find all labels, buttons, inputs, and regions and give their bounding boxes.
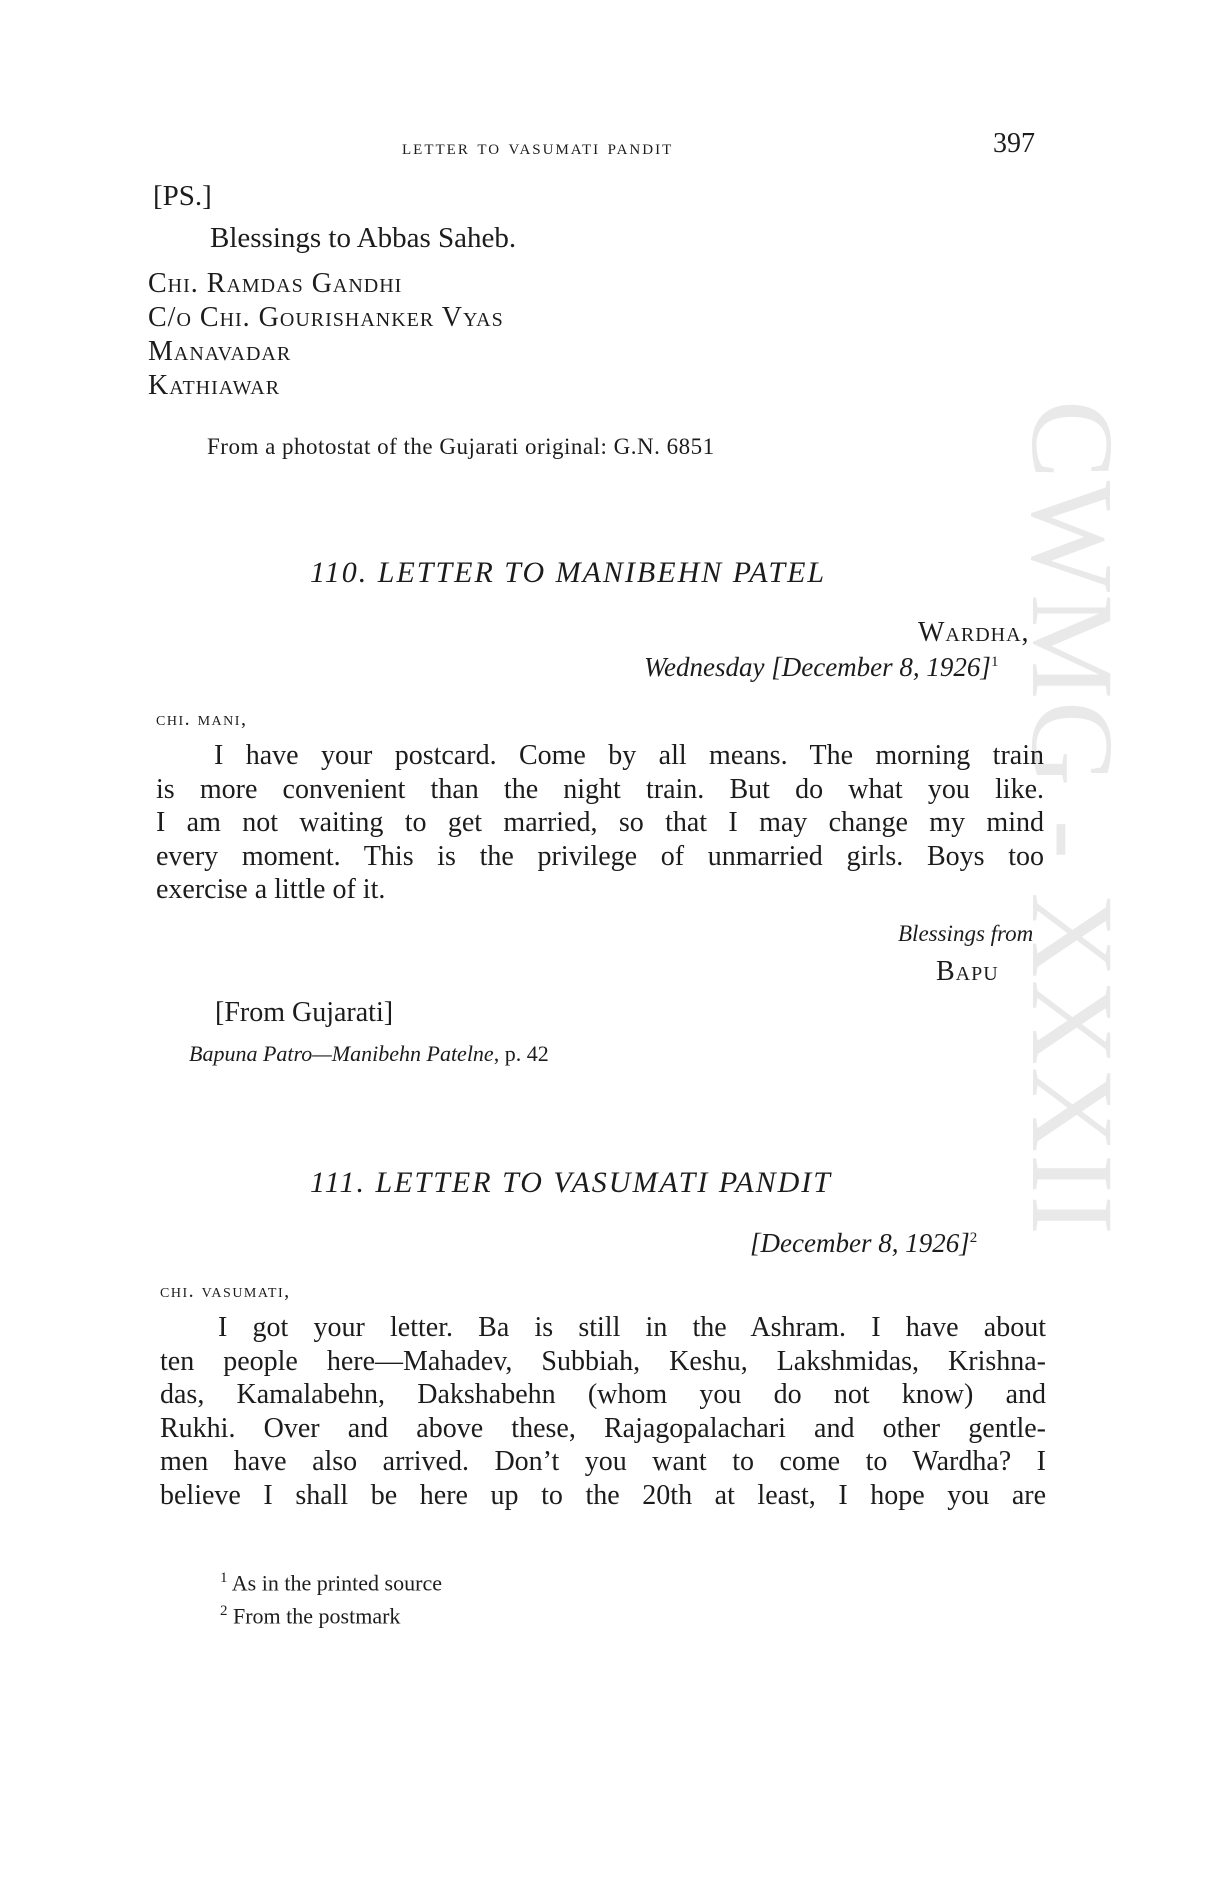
translation-note: [From Gujarati] — [215, 997, 394, 1028]
footnote-text: As in the printed source — [231, 1570, 442, 1596]
citation — [189, 1041, 549, 1067]
letter-body — [156, 739, 1044, 907]
address-line: Chi. Ramdas Gandhi — [148, 268, 403, 299]
citation-page: , p. 42 — [493, 1041, 549, 1066]
letter-date — [644, 652, 998, 683]
body-line: I am not waiting to get married, so that I may change my mind — [156, 807, 1044, 839]
body-line: Rukhi. Over and above these, Rajagopalachari and other gentle- — [160, 1412, 1046, 1444]
letter-body — [160, 1311, 1046, 1513]
letter-title: 111. LETTER TO VASUMATI PANDIT — [310, 1166, 832, 1199]
footnote-ref: 1 — [990, 654, 999, 670]
ps-text: Blessings to Abbas Saheb. — [210, 222, 517, 254]
body-line: every moment. This is the privilege of unmarried girls. Boys too — [156, 840, 1044, 872]
footnotes — [220, 1564, 442, 1631]
salutation: chi. vasumati, — [160, 1280, 291, 1302]
ps-label: [PS.] — [153, 180, 212, 212]
letter-date — [750, 1228, 977, 1259]
citation-title: Bapuna Patro—Manibehn Patelne — [189, 1041, 494, 1066]
letter-date-text: Wednesday [December 8, 1926] — [644, 652, 991, 682]
body-line: I got your letter. Ba is still in the Ashram. I have about — [218, 1312, 1046, 1343]
address-line: C/o Chi. Gourishanker Vyas — [148, 302, 504, 333]
footnote — [220, 1597, 442, 1630]
letter-title: 110. LETTER TO MANIBEHN PATEL — [310, 556, 827, 589]
watermark: CWMG - XXXII — [1007, 400, 1138, 1237]
running-head: letter to vasumati pandit — [402, 134, 674, 159]
body-line: believe I shall be here up to the 20th at least, I hope you are — [160, 1479, 1046, 1511]
footnote-mark: 1 — [220, 1570, 228, 1586]
closing: Blessings from — [898, 921, 1034, 946]
address-line: Kathiawar — [148, 370, 281, 401]
signature: Bapu — [936, 956, 999, 987]
salutation: chi. mani, — [156, 708, 248, 730]
letter-date-text: [December 8, 1926] — [750, 1228, 970, 1258]
body-line: exercise a little of it. — [156, 874, 386, 906]
body-line: men have also arrived. Don’t you want to come to Wardha? I — [160, 1446, 1046, 1478]
body-line: ten people here—Mahadev, Subbiah, Keshu, Lakshmidas, Krishna- — [160, 1345, 1046, 1377]
footnote — [220, 1564, 442, 1597]
body-line: I have your postcard. Come by all means. The morning train — [214, 740, 1044, 771]
source-note: From a photostat of the Gujarati original: G.N. 6851 — [207, 434, 715, 459]
footnote-text: From the postmark — [233, 1603, 401, 1629]
footnote-ref: 2 — [969, 1230, 978, 1246]
body-line: is more convenient than the night train. But do what you like. — [156, 773, 1044, 805]
address-line: Manavadar — [148, 336, 292, 367]
page-number: 397 — [993, 128, 1035, 159]
letter-place: Wardha, — [918, 617, 1030, 648]
footnote-mark: 2 — [220, 1603, 228, 1620]
body-line: das, Kamalabehn, Dakshabehn (whom you do not know) and — [160, 1379, 1046, 1411]
